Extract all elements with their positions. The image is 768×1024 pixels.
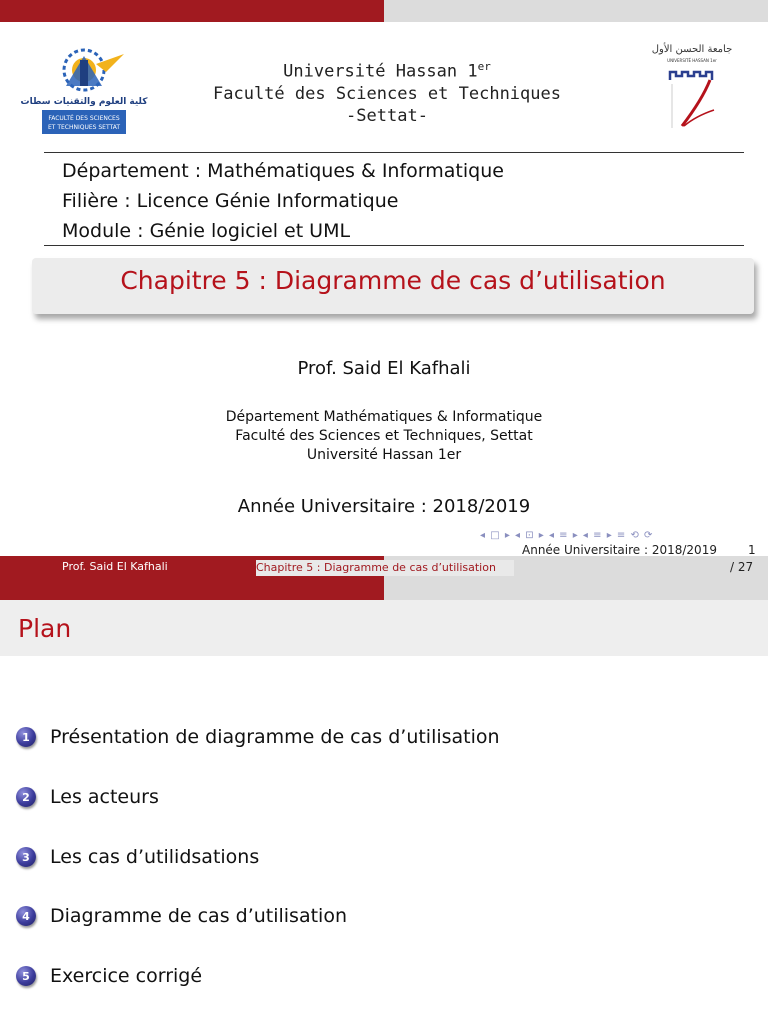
module-line: Module : Génie logiciel et UML xyxy=(62,220,351,242)
chapter-title: Chapitre 5 : Diagramme de cas d’utilisation xyxy=(120,266,666,295)
academic-year: Année Universitaire : 2018/2019 xyxy=(237,496,531,517)
footer-page-total: / 27 xyxy=(730,560,754,574)
course-info xyxy=(62,156,504,246)
header-rule-bottom xyxy=(44,245,744,246)
plan-title: Plan xyxy=(18,614,72,643)
footer-author: Prof. Said El Kafhali xyxy=(62,560,168,573)
toc-item-label: Présentation de diagramme de cas d’utilisation xyxy=(50,726,500,748)
toc-item[interactable] xyxy=(16,726,500,748)
affiliation-line-3: Université Hassan 1er xyxy=(306,447,462,463)
author-name: Prof. Said El Kafhali xyxy=(297,358,471,379)
toc-item-label: Les acteurs xyxy=(50,786,159,808)
affiliation-line-1: Département Mathématiques & Informatique xyxy=(225,409,543,425)
logo-left-arabic: كلية العلوم والتقنيات سطات xyxy=(20,97,148,107)
number-ball-icon: 5 xyxy=(16,966,36,986)
toc-item[interactable] xyxy=(16,965,202,987)
header-rule-top xyxy=(44,152,744,153)
top-bar-gray xyxy=(384,0,768,22)
university-header xyxy=(150,56,624,127)
filiere-line: Filière : Licence Génie Informatique xyxy=(62,190,399,212)
top-bar-red xyxy=(0,0,384,22)
logo-left-fr-2: ET TECHNIQUES SETTAT xyxy=(47,124,121,131)
affiliation xyxy=(0,408,768,465)
footer-page-number: 1 xyxy=(748,543,756,557)
toc-item-label: Les cas d’utilidsations xyxy=(50,846,260,868)
header-line-3: -Settat- xyxy=(346,105,428,126)
logo-left-fr-1: FACULTÉ DES SCIENCES xyxy=(48,115,120,122)
header-line-1: Université Hassan 1 xyxy=(283,61,478,82)
toc-item-label: Exercice corrigé xyxy=(50,965,203,987)
department-line: Département : Mathématiques & Informatique xyxy=(62,160,504,182)
logo-right-arabic: جامعة الحسن الأول xyxy=(651,44,733,55)
toc-item[interactable] xyxy=(16,846,259,868)
toc-item[interactable] xyxy=(16,786,159,808)
header-line-2: Faculté des Sciences et Techniques xyxy=(213,83,561,104)
number-ball-icon: 2 xyxy=(16,787,36,807)
header-line-1-sup: er xyxy=(477,60,491,73)
plan-header-bar xyxy=(0,600,768,656)
number-ball-icon: 4 xyxy=(16,906,36,926)
uh1-logo xyxy=(644,40,740,136)
toc-item-label: Diagramme de cas d’utilisation xyxy=(50,905,347,927)
fst-settat-logo xyxy=(20,46,148,140)
toc-item[interactable] xyxy=(16,905,347,927)
number-ball-icon: 1 xyxy=(16,727,36,747)
beamer-nav-icons[interactable]: ◂ □ ▸ ◂ ⊡ ▸ ◂ ≡ ▸ ◂ ≡ ▸ ≡ ⟲ ⟳ xyxy=(480,530,654,541)
affiliation-line-2: Faculté des Sciences et Techniques, Settat xyxy=(235,428,533,444)
logo-right-caption: UNIVERSITÉ HASSAN 1er xyxy=(667,58,717,63)
footer-chapter: Chapitre 5 : Diagramme de cas d’utilisation xyxy=(256,560,514,576)
number-ball-icon: 3 xyxy=(16,847,36,867)
footer-year: Année Universitaire : 2018/2019 xyxy=(522,543,717,557)
